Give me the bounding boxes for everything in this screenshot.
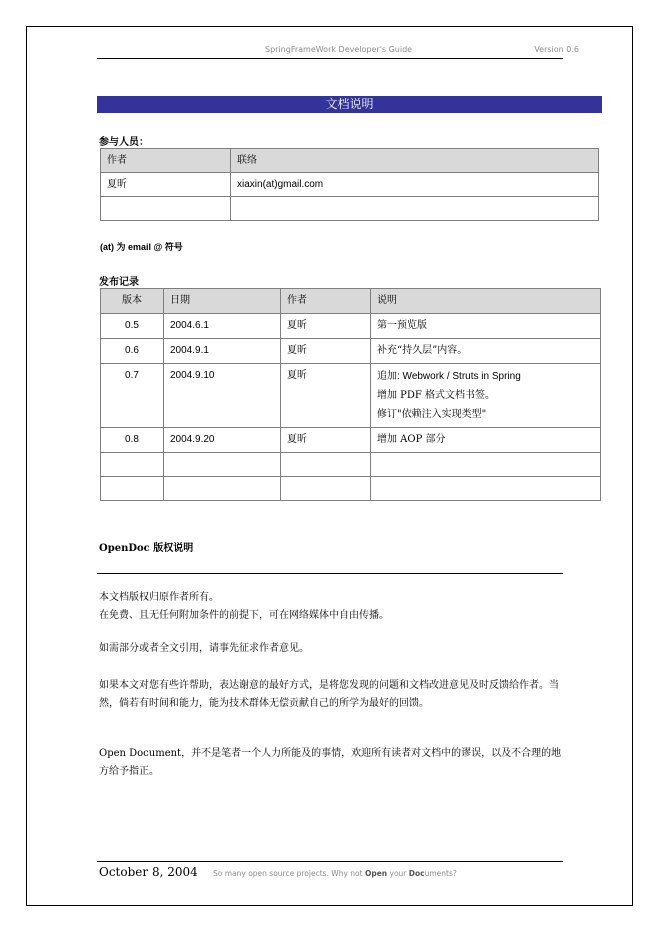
footer-rule: [97, 861, 563, 862]
table-row: [101, 197, 599, 221]
release-date: 2004.6.1: [164, 314, 281, 339]
table-row: [101, 339, 601, 364]
footer-slogan: [213, 869, 457, 878]
table-row: [101, 173, 599, 197]
column-header: 联络: [231, 149, 599, 173]
table-row: [101, 364, 601, 428]
release-description: 增加 AOP 部分: [371, 428, 601, 453]
column-header: 说明: [371, 289, 601, 314]
releases-label: 发布记录: [99, 277, 139, 288]
page-header: [97, 45, 581, 59]
author-contact: [231, 197, 599, 221]
table-row: [101, 314, 601, 339]
release-description: 补充“持久层”内容。: [371, 339, 601, 364]
column-header: 日期: [164, 289, 281, 314]
doc-banner: 文档说明: [97, 96, 602, 113]
table-row: [101, 428, 601, 453]
table-row-empty: [101, 477, 601, 501]
table-header-row: [101, 149, 599, 173]
opendoc-paragraph: 本文档版权归原作者所有。: [99, 592, 219, 603]
column-header: 作者: [281, 289, 371, 314]
footer-date: October 8, 2004: [99, 865, 198, 879]
participants-label: 参与人员：: [99, 137, 149, 148]
release-date: 2004.9.1: [164, 339, 281, 364]
opendoc-paragraph: 如需部分或者全文引用，请事先征求作者意见。: [99, 643, 309, 654]
header-rule: [97, 58, 563, 59]
participants-table: [100, 148, 599, 221]
release-date: 2004.9.20: [164, 428, 281, 453]
release-version: 0.6: [101, 339, 164, 364]
release-version: 0.7: [101, 364, 164, 428]
release-description: 第一预览版: [371, 314, 601, 339]
release-version: 0.5: [101, 314, 164, 339]
opendoc-paragraph: 在免费、且无任何附加条件的前提下，可在网络媒体中自由传播。: [99, 610, 389, 621]
opendoc-rule: [97, 573, 563, 574]
description-line: 增加 PDF 格式文档书签。: [377, 390, 496, 401]
opendoc-title: OpenDoc 版权说明: [99, 543, 194, 554]
description-line: 修订"依赖注入实现类型": [377, 409, 487, 420]
header-version: Version 0.6: [534, 45, 579, 54]
release-author: 夏昕: [281, 428, 371, 453]
author-name: [101, 197, 231, 221]
author-contact: xiaxin(at)gmail.com: [231, 173, 599, 197]
release-author: 夏昕: [281, 339, 371, 364]
slogan-text: So many open source projects. Why not: [213, 869, 365, 878]
opendoc-paragraph: 如果本文对您有些许帮助，表达谢意的最好方式，是将您发现的问题和文档改进意见及时反馈给作者。当然，倘若有时间和能力，能为技术群体无偿贡献自己的所学为最好的回馈。: [99, 680, 559, 709]
header-title: SpringFrameWork Developer's Guide: [265, 45, 413, 54]
release-author: 夏昕: [281, 314, 371, 339]
releases-table: [100, 288, 601, 501]
description-line: 追加: Webwork / Struts in Spring: [377, 371, 521, 382]
release-version: 0.8: [101, 428, 164, 453]
slogan-text: your: [387, 869, 409, 878]
table-header-row: [101, 289, 601, 314]
slogan-open: Open: [364, 869, 388, 878]
author-name: 夏昕: [101, 173, 231, 197]
table-row-empty: [101, 453, 601, 477]
column-header: 作者: [101, 149, 231, 173]
email-note: (at) 为 email @ 符号: [100, 242, 183, 252]
column-header: 版本: [101, 289, 164, 314]
slogan-doc: Doc: [408, 869, 425, 878]
slogan-text: uments?: [424, 869, 457, 878]
release-description: [371, 364, 601, 428]
release-date: 2004.9.10: [164, 364, 281, 428]
opendoc-paragraph: Open Document，并不是笔者一个人力所能及的事情，欢迎所有读者对文档中的谬误，以及不合理的地方给予指正。: [99, 748, 562, 777]
release-author: 夏昕: [281, 364, 371, 428]
